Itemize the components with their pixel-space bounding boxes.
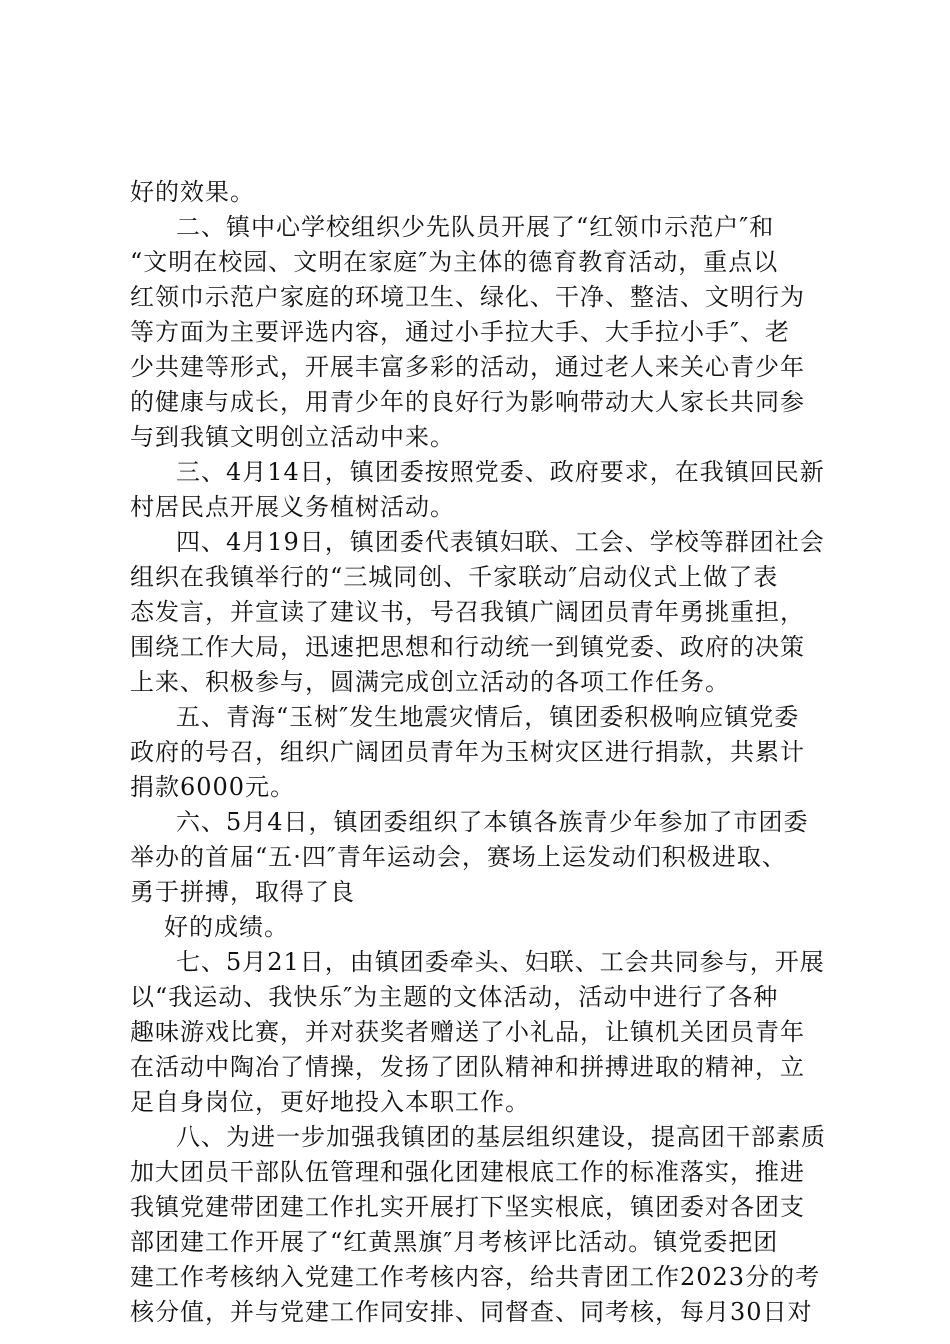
paragraph-8-start: 八、为进一步加强我镇团的基层组织建设，提高团干部素质 — [176, 1123, 826, 1151]
text-line: 好的效果。 — [130, 178, 255, 206]
text-line: 等方面为主要评选内容，通过小手拉大手、大手拉小手″、老 — [130, 318, 790, 346]
text-line: 红领巾示范户家庭的环境卫生、绿化、干净、整洁、文明行为 — [130, 283, 805, 311]
text-line: “文明在校园、文明在家庭″为主体的德育教育活动，重点以 — [130, 248, 779, 276]
text-line: 以“我运动、我快乐″为主题的文体活动，活动中进行了各种 — [130, 983, 779, 1011]
text-line: 核分值，并与党建工作同安排、同督查、同考核，每月30日对 — [130, 1298, 813, 1326]
text-line: 部团建工作开展了“红黄黑旗″月考核评比活动。镇党委把团 — [130, 1228, 779, 1256]
paragraph-3-start: 三、4月14日，镇团委按照党委、政府要求，在我镇回民新 — [176, 458, 825, 486]
text-line: 足自身岗位，更好地投入本职工作。 — [130, 1088, 530, 1116]
text-line: 政府的号召，组织广阔团员青年为玉树灾区进行捐款，共累计 — [130, 738, 805, 766]
text-line: 建工作考核纳入党建工作考核内容，给共青团工作2023分的考 — [130, 1263, 821, 1291]
text-line: 与到我镇文明创立活动中来。 — [130, 423, 455, 451]
text-line: 态发言，并宣读了建议书，号召我镇广阔团员青年勇挑重担， — [130, 598, 805, 626]
paragraph-4-start: 四、4月19日，镇团委代表镇妇联、工会、学校等群团社会 — [176, 528, 825, 556]
text-line: 少共建等形式，开展丰富多彩的活动，通过老人来关心青少年 — [130, 353, 805, 381]
text-line: 加大团员干部队伍管理和强化团建根底工作的标准落实，推进 — [130, 1158, 805, 1186]
paragraph-6-start: 六、5月4日，镇团委组织了本镇各族青少年参加了市团委 — [176, 808, 809, 836]
text-line: 好的成绩。 — [164, 913, 289, 941]
paragraph-7-start: 七、5月21日，由镇团委牵头、妇联、工会共同参与，开展 — [176, 948, 825, 976]
text-line: 趣味游戏比赛，并对获奖者赠送了小礼品，让镇机关团员青年 — [130, 1018, 805, 1046]
text-line: 举办的首届“五·四″青年运动会，赛场上运发动们积极进取、 — [130, 843, 787, 871]
text-line: 围绕工作大局，迅速把思想和行动统一到镇党委、政府的决策 — [130, 633, 805, 661]
text-line: 我镇党建带团建工作扎实开展打下坚实根底，镇团委对各团支 — [130, 1193, 805, 1221]
text-line: 组织在我镇举行的“三城同创、千家联动″启动仪式上做了表 — [130, 563, 779, 591]
text-line: 勇于拼搏，取得了良 — [130, 878, 355, 906]
text-line: 村居民点开展义务植树活动。 — [130, 493, 455, 521]
text-line: 在活动中陶冶了情操，发扬了团队精神和拼搏进取的精神，立 — [130, 1053, 805, 1081]
text-line: 的健康与成长，用青少年的良好行为影响带动大人家长共同参 — [130, 388, 805, 416]
text-line: 上来、积极参与，圆满完成创立活动的各项工作任务。 — [130, 668, 730, 696]
paragraph-5-start: 五、青海“玉树″发生地震灾情后，镇团委积极响应镇党委 — [176, 703, 800, 731]
paragraph-2-start: 二、镇中心学校组织少先队员开展了“红领巾示范户″和 — [176, 213, 775, 241]
text-line: 捐款6000元。 — [130, 773, 296, 801]
